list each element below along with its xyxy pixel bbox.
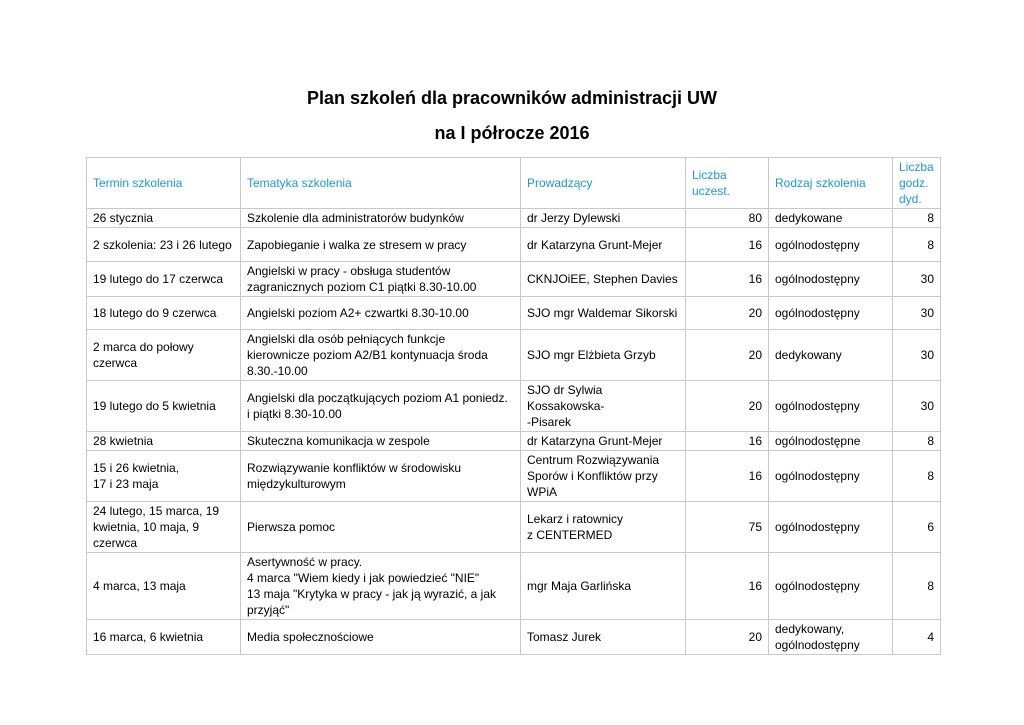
header-termin: Termin szkolenia (87, 158, 241, 209)
cell-prowadzacy: SJO mgr Elżbieta Grzyb (521, 330, 686, 381)
cell-liczba-godz: 8 (893, 451, 941, 502)
cell-liczba-godz: 4 (893, 620, 941, 655)
table-header-row (87, 158, 941, 209)
cell-liczba-uczest: 20 (686, 330, 769, 381)
cell-prowadzacy: SJO dr Sylwia Kossakowska- -Pisarek (521, 381, 686, 432)
header-tematyka: Tematyka szkolenia (241, 158, 521, 209)
cell-tematyka: Skuteczna komunikacja w zespole (241, 432, 521, 451)
cell-termin: 4 marca, 13 maja (87, 553, 241, 620)
cell-liczba-uczest: 16 (686, 451, 769, 502)
table-row (87, 553, 941, 620)
cell-rodzaj: ogólnodostępny (769, 381, 893, 432)
cell-termin: 24 lutego, 15 marca, 19 kwietnia, 10 maja, 9 czerwca (87, 502, 241, 553)
table-row (87, 381, 941, 432)
cell-liczba-uczest: 16 (686, 228, 769, 262)
cell-tematyka: Pierwsza pomoc (241, 502, 521, 553)
document-subtitle: na I półrocze 2016 (434, 123, 590, 143)
cell-tematyka: Asertywność w pracy. 4 marca "Wiem kiedy i jak powiedzieć "NIE" 13 maja "Krytyka w pracy - jak ją wyrazić, a jak przyjąć" (241, 553, 521, 620)
cell-tematyka: Angielski poziom A2+ czwartki 8.30-10.00 (241, 297, 521, 330)
table-row (87, 228, 941, 262)
cell-liczba-godz: 30 (893, 381, 941, 432)
cell-rodzaj: ogólnodostępny (769, 262, 893, 297)
table-row (87, 297, 941, 330)
cell-liczba-godz: 30 (893, 297, 941, 330)
cell-liczba-godz: 6 (893, 502, 941, 553)
cell-tematyka: Angielski w pracy - obsługa studentów zagranicznych poziom C1 piątki 8.30-10.00 (241, 262, 521, 297)
table-row (87, 330, 941, 381)
training-plan-table (86, 157, 941, 655)
cell-tematyka: Rozwiązywanie konfliktów w środowisku międzykulturowym (241, 451, 521, 502)
cell-termin: 28 kwietnia (87, 432, 241, 451)
cell-tematyka: Media społecznościowe (241, 620, 521, 655)
cell-rodzaj: dedykowany (769, 330, 893, 381)
header-liczba-uczest: Liczba uczest. (686, 158, 769, 209)
cell-termin: 19 lutego do 5 kwietnia (87, 381, 241, 432)
cell-liczba-uczest: 20 (686, 297, 769, 330)
cell-prowadzacy: mgr Maja Garlińska (521, 553, 686, 620)
cell-liczba-uczest: 75 (686, 502, 769, 553)
cell-prowadzacy: Centrum Rozwiązywania Sporów i Konfliktów przy WPiA (521, 451, 686, 502)
cell-termin: 2 marca do połowy czerwca (87, 330, 241, 381)
cell-rodzaj: ogólnodostępny (769, 553, 893, 620)
table-row (87, 432, 941, 451)
cell-liczba-godz: 30 (893, 330, 941, 381)
table-row (87, 451, 941, 502)
cell-prowadzacy: Tomasz Jurek (521, 620, 686, 655)
cell-termin: 15 i 26 kwietnia, 17 i 23 maja (87, 451, 241, 502)
cell-termin: 16 marca, 6 kwietnia (87, 620, 241, 655)
cell-prowadzacy: CKNJOiEE, Stephen Davies (521, 262, 686, 297)
table-row (87, 262, 941, 297)
cell-prowadzacy: SJO mgr Waldemar Sikorski (521, 297, 686, 330)
cell-rodzaj: ogólnodostępny (769, 228, 893, 262)
cell-liczba-godz: 8 (893, 228, 941, 262)
cell-termin: 2 szkolenia: 23 i 26 lutego (87, 228, 241, 262)
cell-liczba-uczest: 16 (686, 553, 769, 620)
cell-liczba-uczest: 20 (686, 620, 769, 655)
cell-rodzaj: ogólnodostępny (769, 297, 893, 330)
cell-termin: 26 stycznia (87, 209, 241, 228)
cell-tematyka: Angielski dla początkujących poziom A1 poniedz. i piątki 8.30-10.00 (241, 381, 521, 432)
cell-prowadzacy: Lekarz i ratownicy z CENTERMED (521, 502, 686, 553)
cell-termin: 19 lutego do 17 czerwca (87, 262, 241, 297)
header-prowadzacy: Prowadzący (521, 158, 686, 209)
cell-termin: 18 lutego do 9 czerwca (87, 297, 241, 330)
table-row (87, 209, 941, 228)
cell-prowadzacy: dr Katarzyna Grunt-Mejer (521, 228, 686, 262)
document-title: Plan szkoleń dla pracowników administracji UW (306, 88, 718, 108)
header-rodzaj: Rodzaj szkolenia (769, 158, 893, 209)
table-row (87, 502, 941, 553)
cell-liczba-uczest: 80 (686, 209, 769, 228)
cell-liczba-uczest: 20 (686, 381, 769, 432)
cell-rodzaj: dedykowany, ogólnodostępny (769, 620, 893, 655)
cell-rodzaj: ogólnodostępny (769, 451, 893, 502)
cell-liczba-godz: 30 (893, 262, 941, 297)
cell-liczba-godz: 8 (893, 432, 941, 451)
table-row (87, 620, 941, 655)
cell-tematyka: Szkolenie dla administratorów budynków (241, 209, 521, 228)
cell-rodzaj: dedykowane (769, 209, 893, 228)
cell-rodzaj: ogólnodostępny (769, 502, 893, 553)
cell-rodzaj: ogólnodostępne (769, 432, 893, 451)
cell-liczba-uczest: 16 (686, 432, 769, 451)
cell-liczba-godz: 8 (893, 553, 941, 620)
header-liczba-godz: Liczba godz. dyd. (893, 158, 941, 209)
cell-tematyka: Zapobieganie i walka ze stresem w pracy (241, 228, 521, 262)
cell-liczba-uczest: 16 (686, 262, 769, 297)
cell-prowadzacy: dr Katarzyna Grunt-Mejer (521, 432, 686, 451)
cell-prowadzacy: dr Jerzy Dylewski (521, 209, 686, 228)
cell-liczba-godz: 8 (893, 209, 941, 228)
cell-tematyka: Angielski dla osób pełniących funkcje kierownicze poziom A2/B1 kontynuacja środa 8.30.-10.00 (241, 330, 521, 381)
